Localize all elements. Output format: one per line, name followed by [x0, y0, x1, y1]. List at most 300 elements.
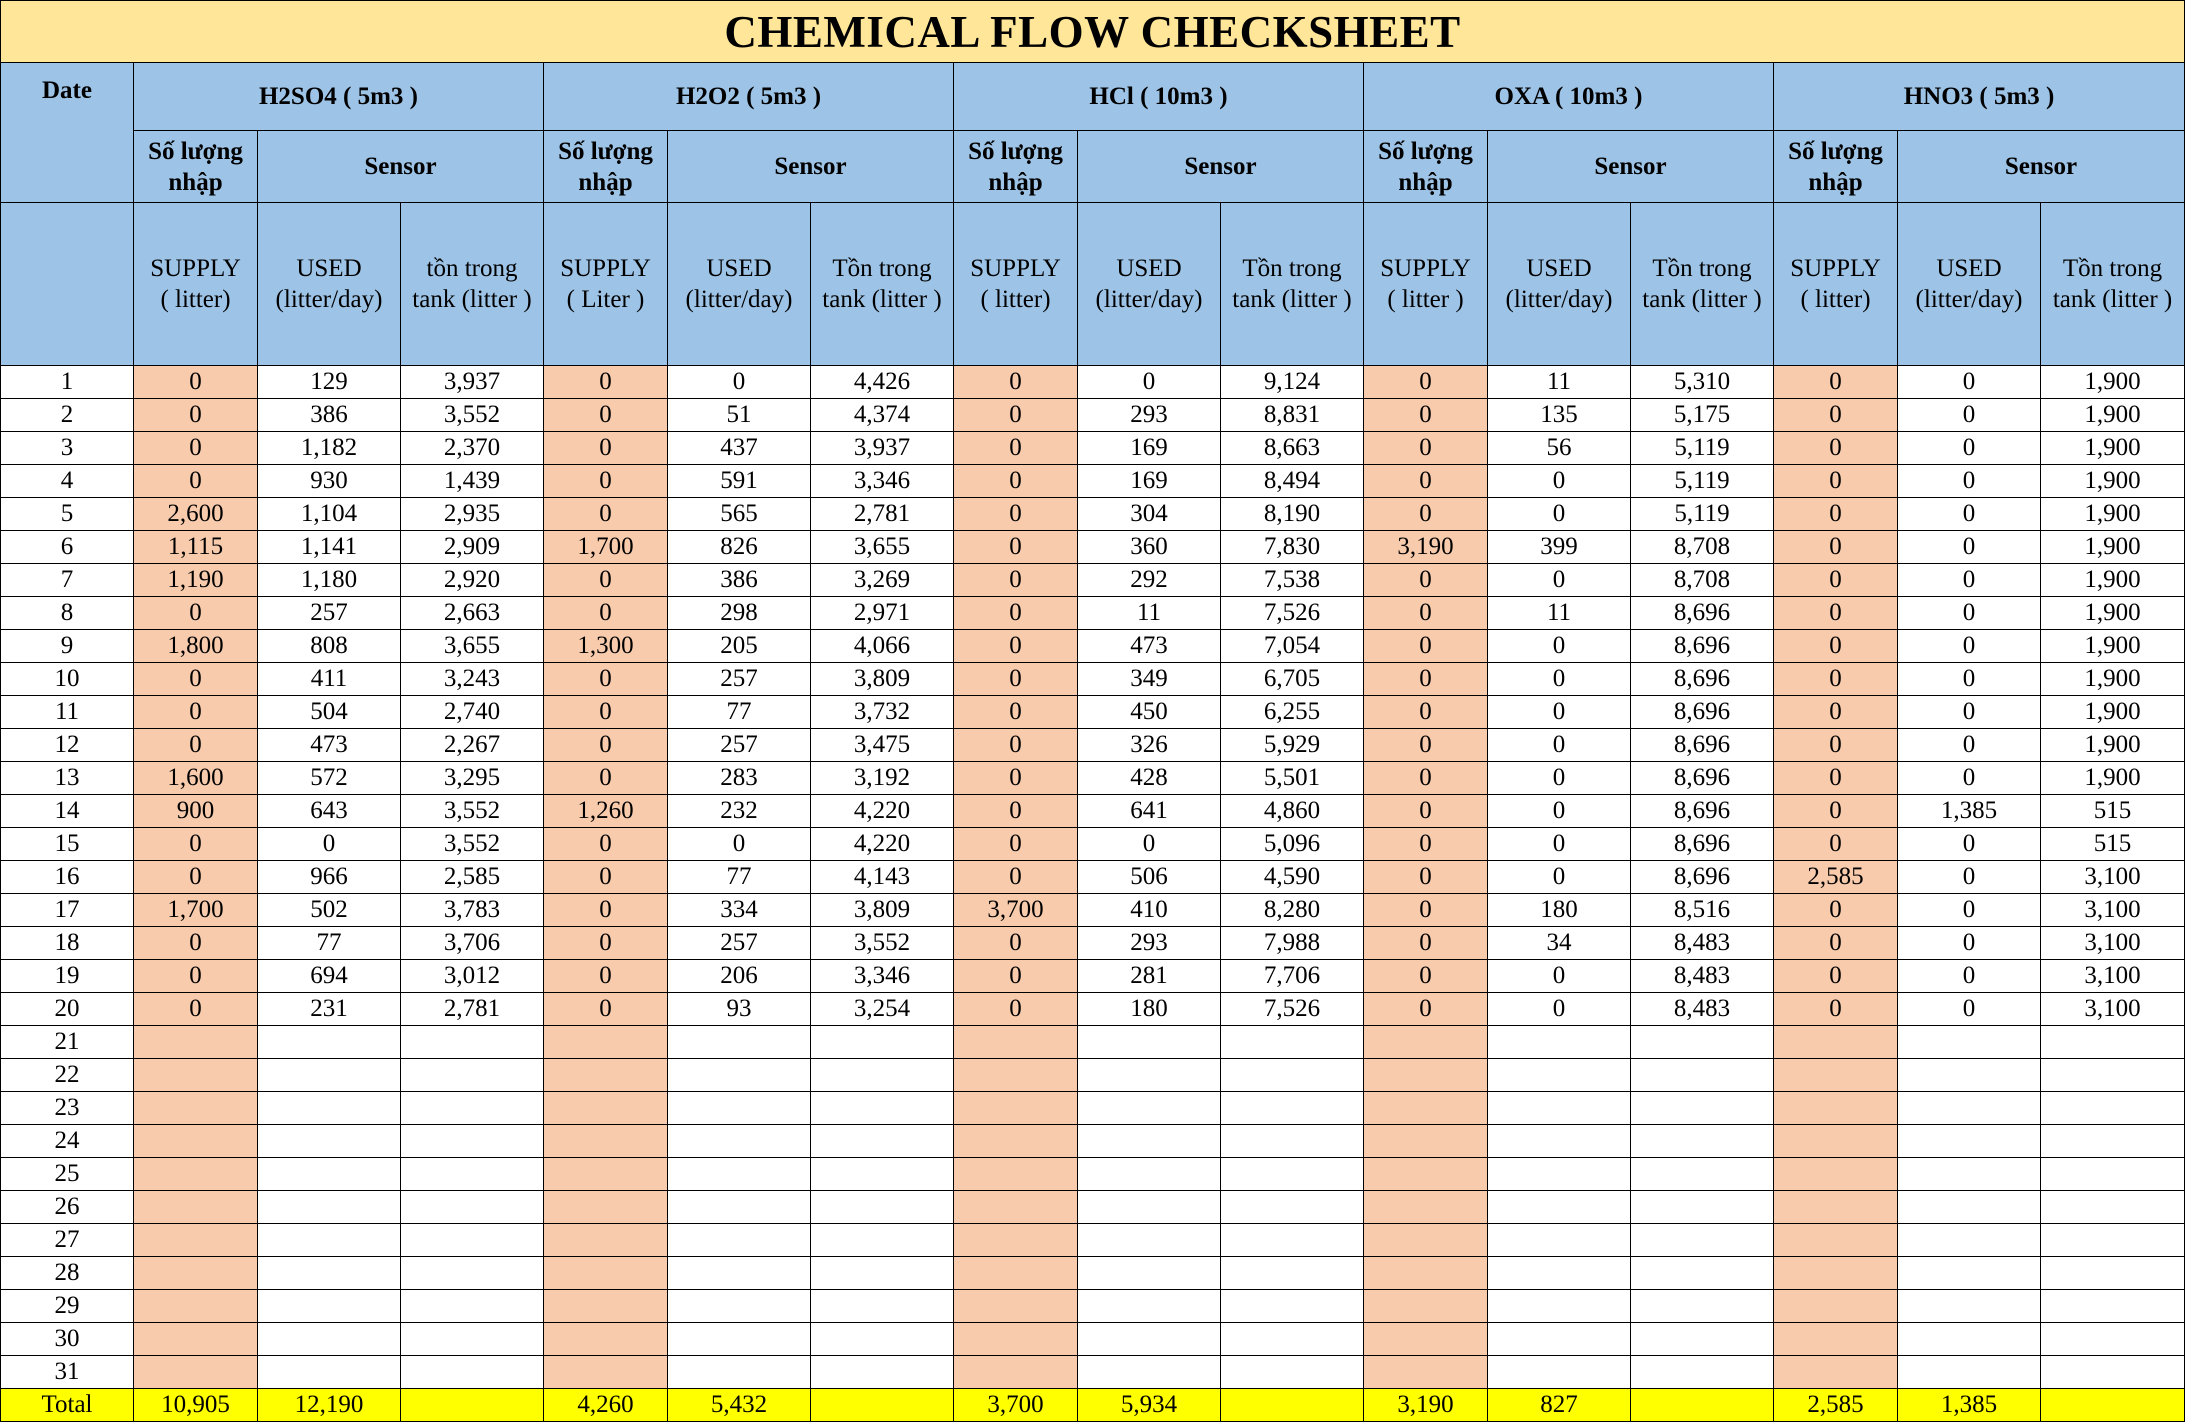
used-cell[interactable]: 572	[258, 762, 401, 795]
supply-cell[interactable]	[954, 1290, 1078, 1323]
used-cell[interactable]	[258, 1191, 401, 1224]
used-cell[interactable]: 56	[1488, 432, 1631, 465]
supply-cell[interactable]: 0	[544, 597, 668, 630]
used-cell[interactable]: 0	[1488, 960, 1631, 993]
supply-cell[interactable]	[954, 1257, 1078, 1290]
used-cell[interactable]: 293	[1078, 399, 1221, 432]
supply-cell[interactable]: 0	[1774, 597, 1898, 630]
supply-cell[interactable]: 0	[134, 597, 258, 630]
used-cell[interactable]: 51	[668, 399, 811, 432]
stock-cell[interactable]	[1631, 1158, 1774, 1191]
supply-cell[interactable]: 0	[954, 498, 1078, 531]
used-cell[interactable]	[1078, 1191, 1221, 1224]
supply-cell[interactable]: 0	[544, 927, 668, 960]
supply-cell[interactable]: 0	[1364, 828, 1488, 861]
used-cell[interactable]: 326	[1078, 729, 1221, 762]
supply-cell[interactable]: 0	[134, 927, 258, 960]
stock-cell[interactable]	[401, 1224, 544, 1257]
used-cell[interactable]: 386	[258, 399, 401, 432]
used-cell[interactable]: 386	[668, 564, 811, 597]
supply-cell[interactable]: 0	[954, 366, 1078, 399]
used-cell[interactable]	[1488, 1323, 1631, 1356]
used-cell[interactable]	[1078, 1026, 1221, 1059]
used-cell[interactable]: 0	[1488, 795, 1631, 828]
supply-cell[interactable]: 0	[1364, 960, 1488, 993]
supply-cell[interactable]	[1364, 1092, 1488, 1125]
stock-cell[interactable]: 7,706	[1221, 960, 1364, 993]
date-header[interactable]: Date	[1, 63, 134, 203]
stock-cell[interactable]: 8,696	[1631, 630, 1774, 663]
supply-cell[interactable]: 0	[544, 960, 668, 993]
stock-cell[interactable]: 2,909	[401, 531, 544, 564]
supply-cell[interactable]	[134, 1026, 258, 1059]
stock-cell[interactable]: 1,900	[2041, 663, 2185, 696]
stock-cell[interactable]: 3,346	[811, 465, 954, 498]
used-cell[interactable]: 0	[1898, 696, 2041, 729]
used-cell[interactable]: 1,104	[258, 498, 401, 531]
stock-cell[interactable]: 5,096	[1221, 828, 1364, 861]
supply-cell[interactable]	[544, 1356, 668, 1389]
stock-cell[interactable]: 4,220	[811, 828, 954, 861]
used-cell[interactable]: 180	[1078, 993, 1221, 1026]
oxa-stock-header[interactable]	[1631, 203, 1774, 366]
supply-cell[interactable]	[954, 1059, 1078, 1092]
used-cell[interactable]: 257	[668, 663, 811, 696]
stock-cell[interactable]	[401, 1158, 544, 1191]
supply-cell[interactable]: 0	[954, 762, 1078, 795]
used-cell[interactable]	[1078, 1125, 1221, 1158]
supply-cell[interactable]	[1774, 1323, 1898, 1356]
supply-cell[interactable]: 0	[1774, 564, 1898, 597]
total-cell[interactable]: 3,190	[1364, 1389, 1488, 1422]
used-cell[interactable]: 231	[258, 993, 401, 1026]
supply-cell[interactable]: 0	[954, 465, 1078, 498]
supply-cell[interactable]: 0	[1364, 894, 1488, 927]
stock-cell[interactable]: 1,900	[2041, 729, 2185, 762]
stock-cell[interactable]: 2,740	[401, 696, 544, 729]
stock-cell[interactable]: 7,538	[1221, 564, 1364, 597]
used-cell[interactable]: 410	[1078, 894, 1221, 927]
hcl-stock-header[interactable]	[1221, 203, 1364, 366]
stock-cell[interactable]: 3,100	[2041, 927, 2185, 960]
date-cell[interactable]: 21	[1, 1026, 134, 1059]
used-cell[interactable]: 1,141	[258, 531, 401, 564]
supply-cell[interactable]: 0	[544, 366, 668, 399]
supply-cell[interactable]	[1364, 1323, 1488, 1356]
date-cell[interactable]: 30	[1, 1323, 134, 1356]
stock-cell[interactable]	[811, 1059, 954, 1092]
date-cell[interactable]: 8	[1, 597, 134, 630]
date-cell[interactable]: 4	[1, 465, 134, 498]
date-cell[interactable]: 9	[1, 630, 134, 663]
supply-cell[interactable]: 0	[1364, 564, 1488, 597]
stock-cell[interactable]	[401, 1356, 544, 1389]
date-cell[interactable]: 2	[1, 399, 134, 432]
supply-cell[interactable]: 0	[1774, 432, 1898, 465]
used-cell[interactable]: 473	[1078, 630, 1221, 663]
date-cell[interactable]: 25	[1, 1158, 134, 1191]
stock-cell[interactable]: 8,696	[1631, 762, 1774, 795]
oxa-sensor-header[interactable]: Sensor	[1488, 131, 1774, 203]
used-cell[interactable]: 0	[1898, 993, 2041, 1026]
stock-cell[interactable]: 3,937	[401, 366, 544, 399]
supply-cell[interactable]	[544, 1026, 668, 1059]
stock-cell[interactable]	[1221, 1059, 1364, 1092]
used-cell[interactable]	[668, 1257, 811, 1290]
stock-cell[interactable]: 8,708	[1631, 531, 1774, 564]
stock-cell[interactable]: 4,220	[811, 795, 954, 828]
supply-cell[interactable]: 1,190	[134, 564, 258, 597]
stock-cell[interactable]: 1,900	[2041, 399, 2185, 432]
stock-cell[interactable]: 9,124	[1221, 366, 1364, 399]
stock-cell[interactable]: 5,175	[1631, 399, 1774, 432]
stock-cell[interactable]	[811, 1257, 954, 1290]
date-cell[interactable]: 7	[1, 564, 134, 597]
stock-cell[interactable]: 4,860	[1221, 795, 1364, 828]
supply-cell[interactable]: 0	[1364, 696, 1488, 729]
supply-cell[interactable]	[544, 1290, 668, 1323]
hcl-sensor-header[interactable]: Sensor	[1078, 131, 1364, 203]
total-cell[interactable]	[811, 1389, 954, 1422]
used-cell[interactable]: 641	[1078, 795, 1221, 828]
stock-cell[interactable]: 3,783	[401, 894, 544, 927]
stock-cell[interactable]: 2,781	[401, 993, 544, 1026]
sheet-title[interactable]: CHEMICAL FLOW CHECKSHEET	[1, 1, 2185, 63]
used-cell[interactable]	[1078, 1290, 1221, 1323]
supply-cell[interactable]: 0	[134, 465, 258, 498]
supply-cell[interactable]	[134, 1323, 258, 1356]
used-cell[interactable]: 77	[668, 696, 811, 729]
supply-cell[interactable]: 0	[1364, 630, 1488, 663]
hno3-qty-header[interactable]	[1774, 131, 1898, 203]
used-cell[interactable]	[1078, 1059, 1221, 1092]
supply-cell[interactable]: 0	[954, 399, 1078, 432]
oxa-header[interactable]: OXA ( 10m3 )	[1364, 63, 1774, 131]
used-cell[interactable]: 0	[1488, 564, 1631, 597]
supply-cell[interactable]: 3,190	[1364, 531, 1488, 564]
used-cell[interactable]: 257	[668, 729, 811, 762]
stock-cell[interactable]	[1221, 1191, 1364, 1224]
used-cell[interactable]: 565	[668, 498, 811, 531]
h2so4-used-header[interactable]	[258, 203, 401, 366]
used-cell[interactable]	[1488, 1224, 1631, 1257]
used-cell[interactable]: 34	[1488, 927, 1631, 960]
used-cell[interactable]	[1488, 1257, 1631, 1290]
total-cell[interactable]: 3,700	[954, 1389, 1078, 1422]
supply-cell[interactable]	[134, 1092, 258, 1125]
used-cell[interactable]: 0	[1898, 762, 2041, 795]
h2so4-qty-header[interactable]	[134, 131, 258, 203]
supply-cell[interactable]: 0	[544, 432, 668, 465]
stock-cell[interactable]: 8,483	[1631, 927, 1774, 960]
date-cell[interactable]: 18	[1, 927, 134, 960]
h2o2-used-header[interactable]	[668, 203, 811, 366]
supply-cell[interactable]: 0	[1774, 762, 1898, 795]
supply-cell[interactable]: 0	[954, 696, 1078, 729]
used-cell[interactable]	[258, 1257, 401, 1290]
stock-cell[interactable]: 3,809	[811, 894, 954, 927]
supply-cell[interactable]: 0	[1774, 366, 1898, 399]
date-cell[interactable]: 17	[1, 894, 134, 927]
date-cell[interactable]: 27	[1, 1224, 134, 1257]
supply-cell[interactable]	[134, 1290, 258, 1323]
supply-cell[interactable]	[1774, 1026, 1898, 1059]
date-cell[interactable]: 11	[1, 696, 134, 729]
supply-cell[interactable]: 0	[544, 993, 668, 1026]
supply-cell[interactable]: 900	[134, 795, 258, 828]
supply-cell[interactable]	[544, 1059, 668, 1092]
supply-cell[interactable]: 1,115	[134, 531, 258, 564]
used-cell[interactable]: 428	[1078, 762, 1221, 795]
supply-cell[interactable]: 0	[954, 927, 1078, 960]
used-cell[interactable]: 930	[258, 465, 401, 498]
supply-cell[interactable]: 0	[544, 399, 668, 432]
stock-cell[interactable]: 5,119	[1631, 465, 1774, 498]
stock-cell[interactable]: 1,900	[2041, 465, 2185, 498]
total-cell[interactable]	[1631, 1389, 1774, 1422]
supply-cell[interactable]	[1774, 1125, 1898, 1158]
stock-cell[interactable]: 3,552	[401, 795, 544, 828]
date-cell[interactable]: 24	[1, 1125, 134, 1158]
stock-cell[interactable]	[1631, 1290, 1774, 1323]
used-cell[interactable]: 0	[1898, 828, 2041, 861]
supply-cell[interactable]: 0	[544, 465, 668, 498]
used-cell[interactable]: 966	[258, 861, 401, 894]
stock-cell[interactable]: 2,920	[401, 564, 544, 597]
stock-cell[interactable]: 8,516	[1631, 894, 1774, 927]
stock-cell[interactable]: 4,143	[811, 861, 954, 894]
stock-cell[interactable]: 8,696	[1631, 861, 1774, 894]
stock-cell[interactable]: 2,781	[811, 498, 954, 531]
stock-cell[interactable]: 3,552	[401, 399, 544, 432]
stock-cell[interactable]: 1,900	[2041, 498, 2185, 531]
supply-cell[interactable]: 0	[1774, 993, 1898, 1026]
supply-cell[interactable]: 0	[1774, 795, 1898, 828]
h2so4-supply-header[interactable]	[134, 203, 258, 366]
stock-cell[interactable]	[401, 1257, 544, 1290]
supply-cell[interactable]	[954, 1092, 1078, 1125]
total-cell[interactable]	[401, 1389, 544, 1422]
supply-cell[interactable]: 0	[954, 432, 1078, 465]
used-cell[interactable]	[1488, 1290, 1631, 1323]
oxa-qty-header[interactable]	[1364, 131, 1488, 203]
supply-cell[interactable]	[954, 1356, 1078, 1389]
stock-cell[interactable]: 8,831	[1221, 399, 1364, 432]
stock-cell[interactable]: 3,706	[401, 927, 544, 960]
used-cell[interactable]	[258, 1290, 401, 1323]
stock-cell[interactable]: 2,370	[401, 432, 544, 465]
supply-cell[interactable]: 0	[1774, 663, 1898, 696]
stock-cell[interactable]: 4,590	[1221, 861, 1364, 894]
hcl-header[interactable]: HCl ( 10m3 )	[954, 63, 1364, 131]
total-label[interactable]: Total	[1, 1389, 134, 1422]
used-cell[interactable]	[1488, 1356, 1631, 1389]
total-cell[interactable]: 4,260	[544, 1389, 668, 1422]
used-cell[interactable]	[1898, 1092, 2041, 1125]
supply-cell[interactable]	[1774, 1290, 1898, 1323]
supply-cell[interactable]: 0	[1774, 630, 1898, 663]
stock-cell[interactable]	[2041, 1356, 2185, 1389]
used-cell[interactable]: 0	[1898, 597, 2041, 630]
supply-cell[interactable]	[134, 1257, 258, 1290]
supply-cell[interactable]: 0	[954, 531, 1078, 564]
used-cell[interactable]: 77	[258, 927, 401, 960]
supply-cell[interactable]: 0	[134, 663, 258, 696]
used-cell[interactable]: 334	[668, 894, 811, 927]
used-cell[interactable]: 304	[1078, 498, 1221, 531]
stock-cell[interactable]	[401, 1191, 544, 1224]
used-cell[interactable]: 169	[1078, 432, 1221, 465]
total-cell[interactable]: 5,432	[668, 1389, 811, 1422]
used-cell[interactable]	[1898, 1026, 2041, 1059]
supply-cell[interactable]	[544, 1158, 668, 1191]
stock-cell[interactable]: 3,269	[811, 564, 954, 597]
supply-cell[interactable]: 0	[954, 828, 1078, 861]
used-cell[interactable]: 506	[1078, 861, 1221, 894]
supply-cell[interactable]: 0	[1364, 465, 1488, 498]
h2o2-sensor-header[interactable]: Sensor	[668, 131, 954, 203]
total-cell[interactable]: 5,934	[1078, 1389, 1221, 1422]
used-cell[interactable]	[1488, 1158, 1631, 1191]
used-cell[interactable]: 360	[1078, 531, 1221, 564]
date-cell[interactable]: 6	[1, 531, 134, 564]
stock-cell[interactable]: 8,696	[1631, 663, 1774, 696]
stock-cell[interactable]	[401, 1059, 544, 1092]
used-cell[interactable]: 169	[1078, 465, 1221, 498]
supply-cell[interactable]	[1774, 1191, 1898, 1224]
used-cell[interactable]: 1,180	[258, 564, 401, 597]
date-cell[interactable]: 31	[1, 1356, 134, 1389]
stock-cell[interactable]	[811, 1158, 954, 1191]
supply-cell[interactable]: 0	[134, 729, 258, 762]
supply-cell[interactable]	[544, 1125, 668, 1158]
used-cell[interactable]	[258, 1026, 401, 1059]
used-cell[interactable]: 0	[1488, 663, 1631, 696]
stock-cell[interactable]: 1,900	[2041, 597, 2185, 630]
used-cell[interactable]	[1078, 1158, 1221, 1191]
stock-cell[interactable]: 6,255	[1221, 696, 1364, 729]
stock-cell[interactable]: 8,190	[1221, 498, 1364, 531]
used-cell[interactable]: 0	[1488, 630, 1631, 663]
stock-cell[interactable]: 7,988	[1221, 927, 1364, 960]
hno3-stock-header[interactable]	[2041, 203, 2185, 366]
used-cell[interactable]: 180	[1488, 894, 1631, 927]
used-cell[interactable]: 0	[1898, 927, 2041, 960]
stock-cell[interactable]: 3,655	[401, 630, 544, 663]
supply-cell[interactable]: 3,700	[954, 894, 1078, 927]
used-cell[interactable]: 0	[1488, 762, 1631, 795]
date-cell[interactable]: 5	[1, 498, 134, 531]
stock-cell[interactable]: 8,696	[1631, 729, 1774, 762]
stock-cell[interactable]: 3,346	[811, 960, 954, 993]
supply-cell[interactable]: 0	[954, 861, 1078, 894]
used-cell[interactable]: 11	[1488, 366, 1631, 399]
hno3-supply-header[interactable]	[1774, 203, 1898, 366]
stock-cell[interactable]	[811, 1224, 954, 1257]
supply-cell[interactable]	[1364, 1158, 1488, 1191]
stock-cell[interactable]: 515	[2041, 795, 2185, 828]
supply-cell[interactable]: 0	[1774, 894, 1898, 927]
used-cell[interactable]: 11	[1488, 597, 1631, 630]
used-cell[interactable]	[1488, 1191, 1631, 1224]
stock-cell[interactable]: 3,254	[811, 993, 954, 1026]
stock-cell[interactable]: 2,585	[401, 861, 544, 894]
total-cell[interactable]: 10,905	[134, 1389, 258, 1422]
used-cell[interactable]	[1078, 1356, 1221, 1389]
supply-cell[interactable]: 0	[544, 498, 668, 531]
stock-cell[interactable]: 7,054	[1221, 630, 1364, 663]
stock-cell[interactable]	[1221, 1224, 1364, 1257]
stock-cell[interactable]: 2,663	[401, 597, 544, 630]
used-cell[interactable]: 1,182	[258, 432, 401, 465]
h2o2-header[interactable]: H2O2 ( 5m3 )	[544, 63, 954, 131]
used-cell[interactable]	[668, 1290, 811, 1323]
used-cell[interactable]: 0	[1488, 729, 1631, 762]
date-cell[interactable]: 3	[1, 432, 134, 465]
stock-cell[interactable]: 1,439	[401, 465, 544, 498]
stock-cell[interactable]: 3,100	[2041, 993, 2185, 1026]
supply-cell[interactable]	[1774, 1059, 1898, 1092]
supply-cell[interactable]: 0	[1364, 993, 1488, 1026]
used-cell[interactable]: 349	[1078, 663, 1221, 696]
supply-cell[interactable]	[134, 1059, 258, 1092]
date-cell[interactable]: 12	[1, 729, 134, 762]
used-cell[interactable]	[1898, 1125, 2041, 1158]
stock-cell[interactable]	[1221, 1323, 1364, 1356]
used-cell[interactable]: 0	[1078, 828, 1221, 861]
supply-cell[interactable]: 0	[134, 960, 258, 993]
date-cell[interactable]: 15	[1, 828, 134, 861]
supply-cell[interactable]: 0	[544, 564, 668, 597]
used-cell[interactable]	[258, 1158, 401, 1191]
used-cell[interactable]: 0	[1898, 663, 2041, 696]
date-cell[interactable]: 1	[1, 366, 134, 399]
stock-cell[interactable]	[401, 1125, 544, 1158]
stock-cell[interactable]	[2041, 1290, 2185, 1323]
date-cell[interactable]: 19	[1, 960, 134, 993]
used-cell[interactable]	[1898, 1323, 2041, 1356]
used-cell[interactable]: 0	[1898, 729, 2041, 762]
supply-cell[interactable]: 0	[954, 630, 1078, 663]
supply-cell[interactable]	[954, 1191, 1078, 1224]
supply-cell[interactable]	[1364, 1125, 1488, 1158]
used-cell[interactable]: 0	[1898, 465, 2041, 498]
used-cell[interactable]: 591	[668, 465, 811, 498]
supply-cell[interactable]: 0	[544, 894, 668, 927]
supply-cell[interactable]	[1364, 1191, 1488, 1224]
supply-cell[interactable]	[544, 1191, 668, 1224]
oxa-supply-header[interactable]	[1364, 203, 1488, 366]
stock-cell[interactable]: 3,243	[401, 663, 544, 696]
stock-cell[interactable]: 3,809	[811, 663, 954, 696]
used-cell[interactable]: 399	[1488, 531, 1631, 564]
stock-cell[interactable]	[1631, 1323, 1774, 1356]
h2so4-sensor-header[interactable]: Sensor	[258, 131, 544, 203]
stock-cell[interactable]: 3,732	[811, 696, 954, 729]
stock-cell[interactable]: 8,696	[1631, 795, 1774, 828]
supply-cell[interactable]	[954, 1224, 1078, 1257]
used-cell[interactable]: 0	[1898, 366, 2041, 399]
used-cell[interactable]: 694	[258, 960, 401, 993]
stock-cell[interactable]: 3,655	[811, 531, 954, 564]
supply-cell[interactable]: 0	[544, 696, 668, 729]
supply-cell[interactable]: 0	[1364, 927, 1488, 960]
supply-cell[interactable]: 0	[1364, 795, 1488, 828]
used-cell[interactable]: 0	[1898, 630, 2041, 663]
used-cell[interactable]: 0	[1898, 399, 2041, 432]
supply-cell[interactable]	[134, 1191, 258, 1224]
supply-cell[interactable]: 1,700	[544, 531, 668, 564]
